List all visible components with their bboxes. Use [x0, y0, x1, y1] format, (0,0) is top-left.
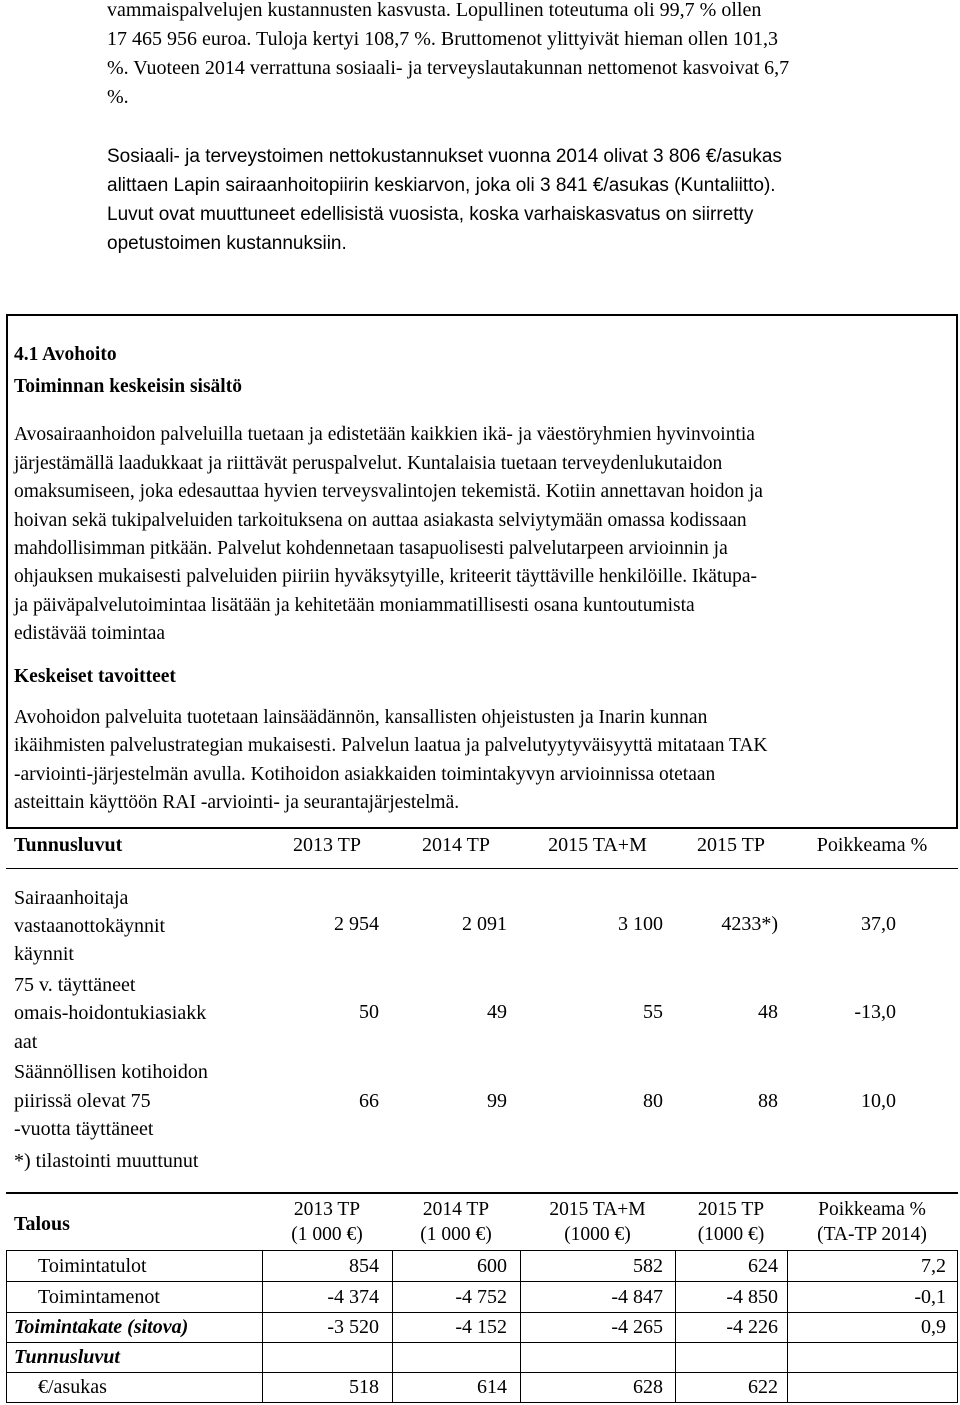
- finance-row-2-label: Toimintamenot: [38, 1286, 160, 1308]
- finance-row-1-2014: 600: [477, 1255, 507, 1277]
- finance-row-5-2015tp: 622: [748, 1376, 778, 1398]
- finance-row-1-deviation: 7,2: [921, 1255, 946, 1277]
- cost-line-3: Luvut ovat muuttuneet edellisistä vuosista, koska varhaiskasvatus on siirretty: [107, 204, 754, 225]
- finance-row-2-2014: -4 752: [455, 1286, 507, 1308]
- kpi-row-1-2013: 2 954: [334, 913, 379, 935]
- finance-row-5-label: €/asukas: [38, 1376, 107, 1398]
- kpi-row-3-deviation: 10,0: [861, 1090, 896, 1112]
- finance-table-top: [6, 1192, 958, 1194]
- finance-header-2014-2: (1 000 €): [420, 1224, 492, 1245]
- finance-header-2015tp-1: 2015 TP: [697, 1199, 765, 1220]
- section-box-right: [956, 314, 958, 827]
- finance-header-2015tp-2: (1000 €): [697, 1224, 765, 1245]
- finance-title: Talous: [14, 1213, 70, 1235]
- body-line-7: ja päiväpalvelutoimintaa lisätään ja kehitetään moniammatillisesti osana kuntoutumista: [14, 595, 695, 616]
- finance-row-2-2013: -4 374: [327, 1286, 379, 1308]
- finance-header-2014-1: 2014 TP: [422, 1199, 490, 1220]
- kpi-header-2013: 2013 TP: [293, 834, 361, 856]
- kpi-row-2-2015tp: 48: [758, 1001, 778, 1023]
- finance-row-3-2015tp: -4 226: [726, 1316, 778, 1338]
- kpi-row-2-label-3: aat: [14, 1031, 38, 1053]
- intro-line-1: vammaispalvelujen kustannusten kasvusta. Lopullinen toteutuma oli 99,7 % ollen: [107, 0, 762, 21]
- goals-title: Keskeiset tavoitteet: [14, 666, 176, 687]
- kpi-row-2-2015ta: 55: [643, 1001, 663, 1023]
- kpi-row-1-2014: 2 091: [462, 913, 507, 935]
- body-line-5: mahdollisimman pitkään. Palvelut kohdennetaan tasapuolisesti palvelutarpeen arvioinnin ja: [14, 538, 728, 559]
- finance-header-2015ta-2: (1000 €): [564, 1224, 631, 1245]
- goals-line-1: Avohoidon palveluita tuotetaan lainsäädännön, kansallisten ohjeistusten ja Inarin kunnan: [14, 707, 708, 728]
- kpi-row-3-2013: 66: [359, 1090, 379, 1112]
- finance-row-5-2014: 614: [477, 1376, 507, 1398]
- section-subtitle: Toiminnan keskeisin sisältö: [14, 376, 242, 397]
- finance-row-5-2015ta: 628: [633, 1376, 663, 1398]
- cost-line-2: alittaen Lapin sairaanhoitopiirin keskiarvon, joka oli 3 841 €/asukas (Kuntaliitto).: [107, 175, 776, 196]
- body-line-1: Avosairaanhoidon palveluilla tuetaan ja edistetään kaikkien ikä- ja väestöryhmien hyvinvointia: [14, 424, 755, 445]
- goals-line-4: asteittain käyttöön RAI -arviointi- ja seurantajärjestelmä.: [14, 792, 460, 813]
- kpi-row-2-2014: 49: [487, 1001, 507, 1023]
- finance-header-deviation-2: (TA-TP 2014): [817, 1224, 927, 1245]
- finance-row-3-2013: -3 520: [327, 1316, 379, 1338]
- kpi-footnote: *) tilastointi muuttunut: [14, 1150, 199, 1172]
- kpi-row-1-label-3: käynnit: [14, 943, 74, 965]
- kpi-row-1-2015tp: 4233*): [721, 913, 778, 935]
- finance-header-2015ta-1: 2015 TA+M: [549, 1199, 646, 1220]
- finance-row-3-label: Toimintakate (sitova): [14, 1316, 189, 1338]
- body-line-2: järjestämällä laadukkaat ja riittävät peruspalvelut. Kuntalaisia tuetaan terveydenlukutaidon: [14, 453, 723, 474]
- kpi-row-3-label-2: piirissä olevat 75: [14, 1090, 151, 1112]
- finance-header-2013-1: 2013 TP: [293, 1199, 361, 1220]
- kpi-row-2-label-1: 75 v. täyttäneet: [14, 974, 136, 996]
- finance-row-4-label: Tunnusluvut: [14, 1346, 120, 1368]
- finance-header-deviation-1: Poikkeama %: [818, 1199, 926, 1220]
- finance-rule-6: [6, 1402, 958, 1403]
- body-line-8: edistävää toimintaa: [14, 623, 166, 644]
- kpi-table-top: [6, 827, 958, 829]
- intro-line-4: %.: [107, 86, 129, 108]
- kpi-row-2-label-2: omais-hoidontukiasiakk: [14, 1002, 207, 1024]
- kpi-header-2014: 2014 TP: [422, 834, 490, 856]
- section-title: 4.1 Avohoito: [14, 344, 117, 365]
- kpi-row-2-deviation: -13,0: [854, 1001, 896, 1023]
- finance-rule-4: [6, 1342, 958, 1343]
- section-box-left: [6, 314, 8, 827]
- finance-row-1-2013: 854: [349, 1255, 379, 1277]
- finance-row-1-label: Toimintatulot: [38, 1255, 147, 1277]
- kpi-row-1-label-2: vastaanottokäynnit: [14, 915, 166, 937]
- finance-row-1-2015ta: 582: [633, 1255, 663, 1277]
- finance-col-line-0: [6, 1250, 7, 1403]
- cost-line-4: opetustoimen kustannuksiin.: [107, 233, 347, 254]
- body-line-4: hoivan sekä tukipalveluiden tarkoituksena on auttaa asiakasta selviytymään omassa kodissaan: [14, 510, 747, 531]
- intro-line-2: 17 465 956 euroa. Tuloja kertyi 108,7 %. Bruttomenot ylittyivät hieman ollen 101,3: [107, 28, 779, 50]
- finance-col-line-6: [957, 1250, 958, 1403]
- kpi-row-3-2014: 99: [487, 1090, 507, 1112]
- kpi-row-1-deviation: 37,0: [861, 913, 896, 935]
- finance-row-5-2013: 518: [349, 1376, 379, 1398]
- finance-row-3-deviation: 0,9: [921, 1316, 946, 1338]
- finance-row-3-2015ta: -4 265: [611, 1316, 663, 1338]
- kpi-row-3-2015ta: 80: [643, 1090, 663, 1112]
- body-line-6: ohjauksen mukaisesti palveluiden piiriin hyväksytyille, kriteerit täyttäville henkilöille. Ikätupa-: [14, 566, 757, 587]
- body-line-3: omaksumiseen, joka edesauttaa hyvien terveysvalintojen tekemistä. Kotiin annettavan hoidon ja: [14, 481, 763, 502]
- finance-row-1-2015tp: 624: [748, 1255, 778, 1277]
- finance-row-2-2015tp: -4 850: [726, 1286, 778, 1308]
- kpi-header-2015tp: 2015 TP: [697, 834, 765, 856]
- intro-line-3: %. Vuoteen 2014 verrattuna sosiaali- ja terveyslautakunnan nettomenot kasvoivat 6,7: [107, 57, 790, 79]
- kpi-row-3-label-1: Säännöllisen kotihoidon: [14, 1061, 208, 1083]
- kpi-header-2015ta: 2015 TA+M: [548, 834, 647, 856]
- finance-row-3-2014: -4 152: [455, 1316, 507, 1338]
- cost-line-1: Sosiaali- ja terveystoimen nettokustannukset vuonna 2014 olivat 3 806 €/asukas: [107, 146, 782, 167]
- finance-header-2013-2: (1 000 €): [291, 1224, 363, 1245]
- kpi-row-3-label-3: -vuotta täyttäneet: [14, 1118, 154, 1140]
- kpi-header-deviation: Poikkeama %: [816, 834, 928, 856]
- finance-rule-2: [6, 1281, 958, 1282]
- finance-row-2-deviation: -0,1: [914, 1286, 946, 1308]
- goals-line-3: -arviointi-järjestelmän avulla. Kotihoidon asiakkaiden toimintakyvyn arvioinnissa otetaan: [14, 764, 716, 785]
- kpi-header-label: Tunnusluvut: [14, 834, 123, 856]
- kpi-row-3-2015tp: 88: [758, 1090, 778, 1112]
- finance-row-2-2015ta: -4 847: [611, 1286, 663, 1308]
- finance-rule-1: [6, 1250, 958, 1251]
- kpi-header-rule: [6, 868, 958, 869]
- goals-line-2: ikäihmisten palvelustrategian mukaisesti. Palvelun laatua ja palvelutyytyväisyyttä mitataan TAK: [14, 735, 768, 756]
- kpi-row-2-2013: 50: [359, 1001, 379, 1023]
- kpi-row-1-label-1: Sairaanhoitaja: [14, 887, 129, 909]
- kpi-row-1-2015ta: 3 100: [618, 913, 663, 935]
- section-box-top: [6, 314, 958, 316]
